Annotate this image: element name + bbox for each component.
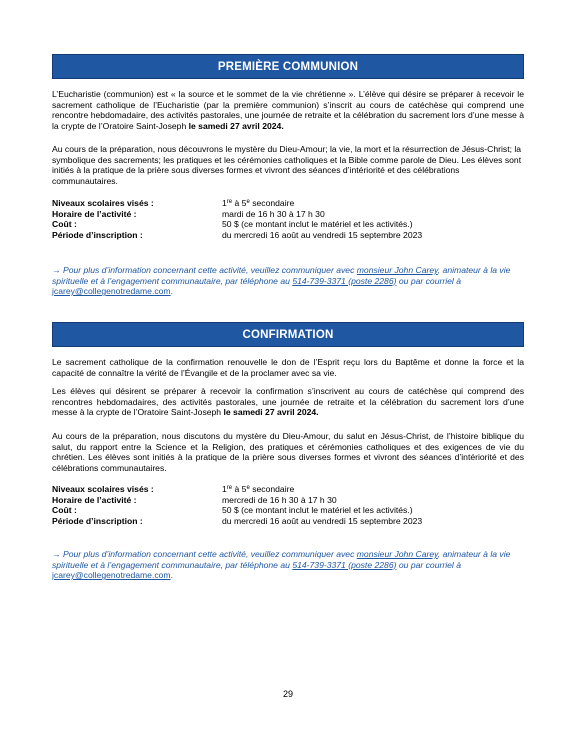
page-number: 29	[282, 689, 293, 699]
info-label: Coût :	[52, 505, 77, 516]
communion-paragraph-2: Au cours de la préparation, nous découvrons le mystère du Dieu-Amour; la vie, la mort et la résurrection de Jésus-Christ; la symbolique des sacrements; les pratiques et les cérémonies catholiques et la Bible comme parole de Dieu. Les élèves sont initiés à la pratique de la prière sous diverses formes et vivront des séances d’intériorité et des célébrations communautaires.	[52, 144, 522, 186]
note-text: , veuillez communiquer avec	[245, 549, 357, 559]
note-text: ou par courriel à	[396, 275, 461, 286]
info-value-part: à 5	[232, 484, 247, 494]
info-label: Horaire de l’activité :	[52, 494, 137, 505]
superscript: e	[246, 199, 250, 205]
info-label: Période d’inscription :	[52, 515, 143, 526]
section-banner-communion	[52, 54, 524, 79]
note-text: .	[170, 286, 173, 297]
info-row-cout	[52, 219, 524, 230]
contact-name: monsieur John Carey	[356, 549, 438, 559]
note-text: Pour plus d’information concernant cette activité	[62, 549, 246, 559]
confirmation-info-table	[52, 484, 524, 526]
info-row-cout	[52, 505, 524, 516]
note-text: Pour plus d’information concernant cette activité	[62, 265, 246, 275]
info-value: du mercredi 16 août au vendredi 15 septembre 2023	[222, 515, 423, 526]
info-value-part: 1	[222, 198, 227, 208]
email-link[interactable]: jcarey@collegenotredame.com	[52, 286, 171, 297]
info-row-niveaux	[52, 484, 524, 495]
section-title-communion: PREMIÈRE COMMUNION	[217, 60, 359, 73]
info-value: 50 $ (ce montant inclut le matériel et les activités.)	[222, 505, 413, 516]
note-text: , animateur à la vie spirituelle et à l’engagement communautaire, par téléphone au	[52, 549, 511, 570]
note-text: .	[170, 570, 173, 581]
info-value: du mercredi 16 août au vendredi 15 septembre 2023	[222, 229, 423, 240]
confirmation-paragraph-3: Au cours de la préparation, nous discutons du mystère du Dieu-Amour, du salut en Jésus-Christ, de l’histoire biblique du salut, du rapport entre la Science et la Religion, des pratiques et cérémonies catholiques et des exigences de vie du chrétien. Les élèves sont initiés à la pratique de la prière sous diverses formes et vivront des séances d’intériorité et des célébrations communautaires.	[52, 431, 524, 473]
confirmation-paragraph-1: Le sacrement catholique de la confirmation renouvelle le don de l’Esprit reçu lors du Baptême et donne la force et la capacité de connaître la vérité de l’Évangile et de la proclamer avec sa vie.	[52, 357, 524, 378]
arrow-icon: →	[52, 265, 63, 275]
info-row-periode	[52, 230, 524, 241]
contact-name: monsieur John Carey	[356, 265, 438, 275]
info-label: Coût :	[52, 219, 77, 230]
info-row-periode	[52, 516, 524, 527]
section-title-confirmation: CONFIRMATION	[242, 328, 334, 341]
info-value	[222, 484, 524, 495]
email-link[interactable]: jcarey@collegenotredame.com	[52, 570, 171, 581]
section-banner-confirmation	[52, 322, 524, 347]
info-row-horaire	[52, 495, 524, 506]
info-value: mercredi de 16 h 30 à 17 h 30	[222, 494, 337, 505]
info-value	[222, 198, 524, 209]
communion-p1-date: le samedi 27 avril 2024.	[188, 120, 284, 131]
communion-contact-note	[52, 265, 524, 297]
superscript: re	[226, 485, 233, 491]
confirmation-p2-text: Les élèves qui désirent se préparer à recevoir la confirmation s’inscrivent au cours de catéchèse qui comprend des rencontres hebdomadaires, des activités pastorales, une journée de retraite et la célébration du sacrement lors d’une messe à la crypte de l’Oratoire Saint-Joseph	[52, 386, 524, 418]
info-row-horaire	[52, 209, 524, 220]
info-label: Niveaux scolaires visés :	[52, 484, 154, 494]
confirmation-p2-date: le samedi 27 avril 2024.	[223, 407, 319, 418]
confirmation-contact-note	[52, 549, 524, 581]
note-text: , animateur à la vie spirituelle et à l’engagement communautaire, par téléphone au	[52, 265, 511, 286]
info-value: mardi de 16 h 30 à 17 h 30	[222, 208, 325, 219]
info-value-part: à 5	[232, 198, 247, 208]
phone-link[interactable]: 514-739-3371 (poste 2286)	[292, 275, 397, 286]
arrow-icon: →	[52, 549, 63, 559]
info-value: 50 $ (ce montant inclut le matériel et les activités.)	[222, 219, 413, 230]
info-value-part: secondaire	[249, 484, 295, 494]
note-text: ou par courriel à	[396, 559, 461, 570]
superscript: e	[246, 485, 250, 491]
communion-p1-text: L’Eucharistie (communion) est « la source et le sommet de la vie chrétienne ». L’élève qui désire se préparer à recevoir le sacrement catholique de l’Eucharistie (par la première communion) s’inscrit au cours de catéchèse qui comprend une rencontre hebdomadaire, des activités pastorales, une journée de retraite et la célébration du sacrement lors d’une messe à la crypte de l’Oratoire Saint-Joseph	[52, 89, 524, 131]
info-row-niveaux	[52, 198, 524, 209]
note-text: , veuillez communiquer avec	[245, 265, 357, 275]
info-label: Niveaux scolaires visés :	[52, 198, 154, 208]
phone-link[interactable]: 514-739-3371 (poste 2286)	[292, 559, 397, 570]
info-label: Période d’inscription :	[52, 229, 143, 240]
confirmation-paragraph-2	[52, 386, 524, 418]
communion-paragraph-1	[52, 89, 524, 131]
superscript: re	[226, 199, 233, 205]
info-value-part: secondaire	[249, 198, 295, 208]
info-label: Horaire de l’activité :	[52, 208, 137, 219]
communion-info-table	[52, 198, 524, 240]
info-value-part: 1	[222, 484, 227, 494]
